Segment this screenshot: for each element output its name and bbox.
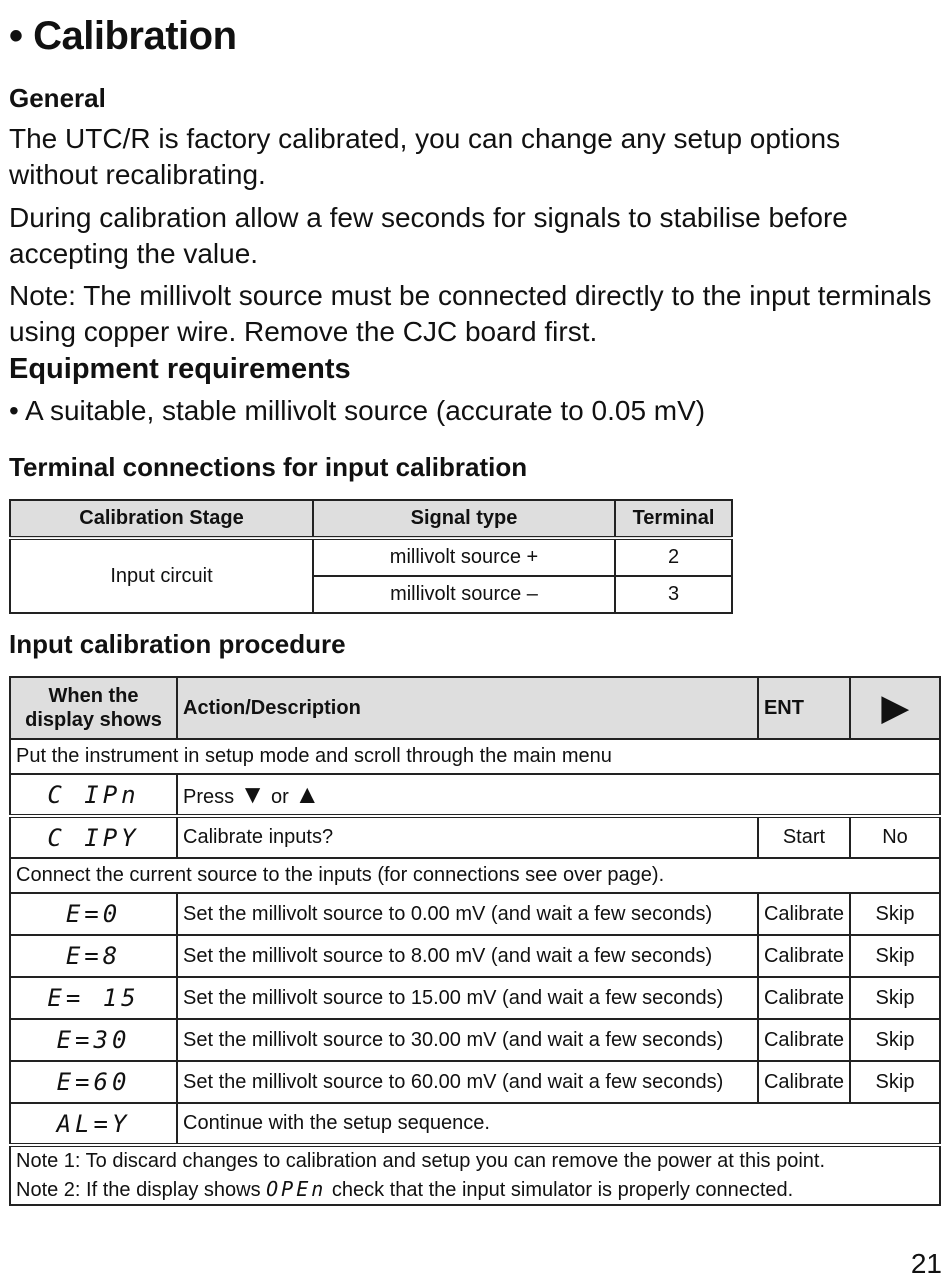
general-heading: General	[9, 83, 106, 113]
table-row	[10, 774, 940, 816]
general-paragraph-3: Note: The millivolt source must be connected directly to the input terminals using copper wire. Remove the CJC board first.	[9, 280, 932, 347]
arrow-cell: Skip	[850, 1061, 940, 1103]
note-2-display: OPEn	[266, 1177, 327, 1201]
page-number: 21	[910, 1248, 942, 1279]
action-cell: Set the millivolt source to 8.00 mV (and wait a few seconds)	[177, 935, 758, 977]
terminal-cell: 3	[615, 576, 732, 613]
ent-cell: Calibrate	[758, 977, 850, 1019]
col-arrow-icon: ▶	[850, 677, 940, 739]
ent-cell: Calibrate	[758, 893, 850, 935]
table-row	[10, 893, 940, 935]
arrow-cell: Skip	[850, 893, 940, 935]
ent-cell: Calibrate	[758, 935, 850, 977]
down-arrow-icon: ▼	[239, 779, 266, 809]
display-cell: E=0	[10, 893, 177, 935]
signal-cell: millivolt source +	[313, 538, 615, 576]
terminal-heading: Terminal connections for input calibration	[9, 452, 528, 482]
action-cell	[177, 774, 940, 816]
table-row	[10, 1145, 940, 1205]
signal-cell: millivolt source –	[313, 576, 615, 613]
action-cell: Continue with the setup sequence.	[177, 1103, 940, 1145]
action-cell: Set the millivolt source to 60.00 mV (and wait a few seconds)	[177, 1061, 758, 1103]
arrow-cell: Skip	[850, 977, 940, 1019]
table-row	[10, 1061, 940, 1103]
arrow-cell: Skip	[850, 935, 940, 977]
table-row	[10, 1019, 940, 1061]
display-cell: C IPY	[10, 816, 177, 858]
connect-text: Connect the current source to the inputs (for connections see over page).	[10, 858, 940, 893]
arrow-cell: No	[850, 816, 940, 858]
stage-cell: Input circuit	[10, 538, 313, 613]
display-cell: E=8	[10, 935, 177, 977]
table-row	[10, 1103, 940, 1145]
intro-text: Put the instrument in setup mode and scroll through the main menu	[10, 739, 940, 774]
col-display: When the display shows	[10, 677, 177, 739]
table-row	[10, 858, 940, 893]
note-1: Note 1: To discard changes to calibration and setup you can remove the power at this point.	[16, 1150, 826, 1172]
general-paragraph-2: During calibration allow a few seconds for signals to stabilise before accepting the value.	[9, 202, 848, 269]
display-cell: E= 15	[10, 977, 177, 1019]
table-row	[10, 977, 940, 1019]
ent-cell: Calibrate	[758, 1061, 850, 1103]
action-cell: Set the millivolt source to 0.00 mV (and wait a few seconds)	[177, 893, 758, 935]
col-signal-type: Signal type	[313, 500, 615, 538]
ent-cell: Start	[758, 816, 850, 858]
ent-cell: Calibrate	[758, 1019, 850, 1061]
press-label: Press	[183, 786, 235, 808]
display-cell: E=30	[10, 1019, 177, 1061]
col-ent: ENT	[758, 677, 850, 739]
note-2-suffix: check that the input simulator is properly connected.	[331, 1179, 794, 1201]
action-cell: Set the millivolt source to 30.00 mV (and wait a few seconds)	[177, 1019, 758, 1061]
terminal-table	[9, 499, 733, 614]
col-terminal: Terminal	[615, 500, 732, 538]
table-row	[10, 935, 940, 977]
table-row	[10, 816, 940, 858]
display-cell: AL=Y	[10, 1103, 177, 1145]
up-arrow-icon: ▲	[294, 779, 321, 809]
procedure-table	[9, 676, 941, 1206]
terminal-cell: 2	[615, 538, 732, 576]
table-row	[10, 538, 732, 576]
display-cell: C IPn	[10, 774, 177, 816]
col-calibration-stage: Calibration Stage	[10, 500, 313, 538]
or-label: or	[270, 786, 289, 808]
action-cell: Set the millivolt source to 15.00 mV (and wait a few seconds)	[177, 977, 758, 1019]
equipment-bullet: • A suitable, stable millivolt source (accurate to 0.05 mV)	[9, 395, 706, 426]
notes-cell	[10, 1145, 940, 1205]
page-title: • Calibration	[9, 14, 237, 58]
note-2-prefix: Note 2: If the display shows	[16, 1179, 261, 1201]
col-action: Action/Description	[177, 677, 758, 739]
note-2	[16, 1175, 934, 1204]
display-cell: E=60	[10, 1061, 177, 1103]
table-row	[10, 739, 940, 774]
general-paragraph-1: The UTC/R is factory calibrated, you can change any setup options without recalibrating.	[9, 123, 841, 190]
action-cell: Calibrate inputs?	[177, 816, 758, 858]
arrow-cell: Skip	[850, 1019, 940, 1061]
procedure-heading: Input calibration procedure	[9, 629, 346, 659]
equipment-heading: Equipment requirements	[9, 353, 351, 385]
